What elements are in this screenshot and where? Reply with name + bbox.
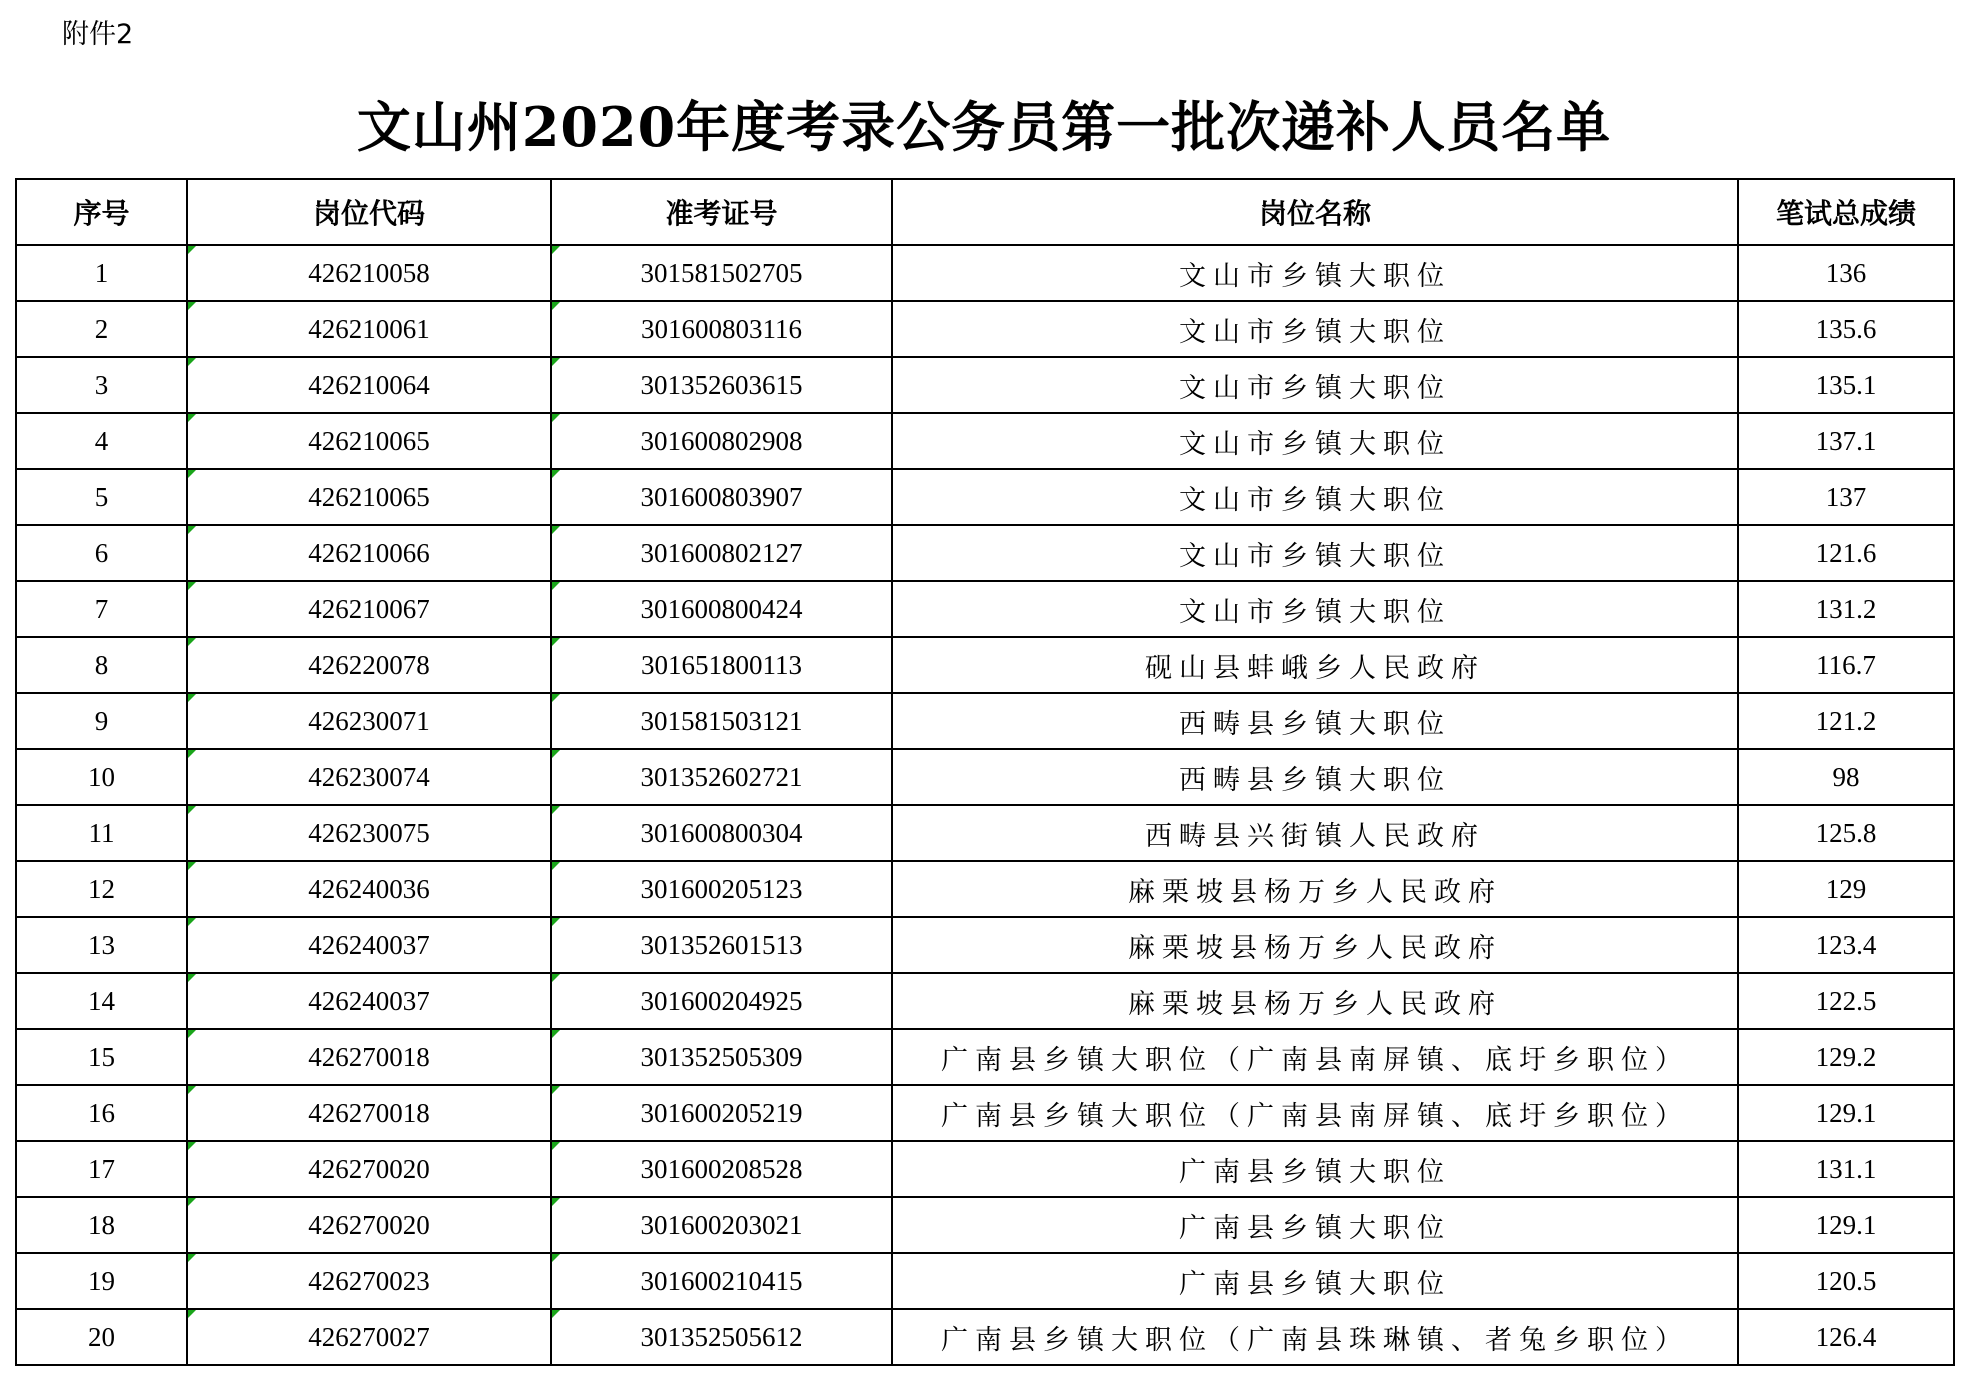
score-cell: 131.2 <box>1738 581 1954 637</box>
green-marker-icon <box>552 1142 560 1150</box>
green-marker-icon <box>552 526 560 534</box>
green-marker-icon <box>552 918 560 926</box>
seq-cell: 15 <box>16 1029 187 1085</box>
exam-id-cell: 301600803907 <box>551 469 892 525</box>
green-marker-icon <box>188 246 196 254</box>
score-cell: 125.8 <box>1738 805 1954 861</box>
score-cell: 137 <box>1738 469 1954 525</box>
table-row <box>16 1309 1954 1365</box>
exam-id-cell: 301651800113 <box>551 637 892 693</box>
table-row <box>16 1253 1954 1309</box>
post-code-cell: 426210065 <box>187 469 551 525</box>
exam-id-cell: 301600210415 <box>551 1253 892 1309</box>
score-cell: 120.5 <box>1738 1253 1954 1309</box>
table-row <box>16 693 1954 749</box>
exam-id-cell: 301600204925 <box>551 973 892 1029</box>
seq-cell: 19 <box>16 1253 187 1309</box>
seq-cell: 12 <box>16 861 187 917</box>
post-name-cell: 西畴县乡镇大职位 <box>892 749 1738 805</box>
green-marker-icon <box>552 750 560 758</box>
exam-id-cell: 301600205219 <box>551 1085 892 1141</box>
green-marker-icon <box>188 1142 196 1150</box>
score-cell: 136 <box>1738 245 1954 301</box>
green-marker-icon <box>188 1030 196 1038</box>
score-cell: 135.1 <box>1738 357 1954 413</box>
post-code-cell: 426210064 <box>187 357 551 413</box>
seq-cell: 1 <box>16 245 187 301</box>
post-name-cell: 文山市乡镇大职位 <box>892 245 1738 301</box>
exam-id-cell: 301581503121 <box>551 693 892 749</box>
score-cell: 129.1 <box>1738 1085 1954 1141</box>
post-name-cell: 麻栗坡县杨万乡人民政府 <box>892 917 1738 973</box>
post-code-cell: 426220078 <box>187 637 551 693</box>
green-marker-icon <box>552 806 560 814</box>
post-code-cell: 426230075 <box>187 805 551 861</box>
exam-id-cell: 301352505612 <box>551 1309 892 1365</box>
green-marker-icon <box>552 1030 560 1038</box>
post-name-cell: 文山市乡镇大职位 <box>892 413 1738 469</box>
green-marker-icon <box>552 358 560 366</box>
exam-id-cell: 301600208528 <box>551 1141 892 1197</box>
table-row <box>16 861 1954 917</box>
document-title: 文山州2020年度考录公务员第一批次递补人员名单 <box>356 95 1612 159</box>
post-code-cell: 426230071 <box>187 693 551 749</box>
table-row <box>16 917 1954 973</box>
post-name-cell: 广南县乡镇大职位（广南县南屏镇、底圩乡职位） <box>892 1085 1738 1141</box>
green-marker-icon <box>552 1198 560 1206</box>
score-cell: 131.1 <box>1738 1141 1954 1197</box>
table-row <box>16 413 1954 469</box>
post-name-cell: 麻栗坡县杨万乡人民政府 <box>892 861 1738 917</box>
green-marker-icon <box>552 246 560 254</box>
post-code-cell: 426270018 <box>187 1029 551 1085</box>
score-cell: 129.2 <box>1738 1029 1954 1085</box>
table-row <box>16 245 1954 301</box>
post-name-cell: 砚山县蚌峨乡人民政府 <box>892 637 1738 693</box>
green-marker-icon <box>188 1086 196 1094</box>
seq-cell: 16 <box>16 1085 187 1141</box>
score-cell: 137.1 <box>1738 413 1954 469</box>
seq-cell: 13 <box>16 917 187 973</box>
table-row <box>16 1085 1954 1141</box>
table-row <box>16 1141 1954 1197</box>
seq-cell: 2 <box>16 301 187 357</box>
green-marker-icon <box>188 638 196 646</box>
seq-cell: 9 <box>16 693 187 749</box>
post-name-cell: 西畴县兴街镇人民政府 <box>892 805 1738 861</box>
seq-cell: 6 <box>16 525 187 581</box>
green-marker-icon <box>188 1310 196 1318</box>
green-marker-icon <box>552 1254 560 1262</box>
table-row <box>16 805 1954 861</box>
table-row <box>16 1197 1954 1253</box>
post-name-cell: 麻栗坡县杨万乡人民政府 <box>892 973 1738 1029</box>
seq-cell: 5 <box>16 469 187 525</box>
post-name-cell: 文山市乡镇大职位 <box>892 301 1738 357</box>
table-row <box>16 469 1954 525</box>
exam-id-cell: 301600800424 <box>551 581 892 637</box>
post-code-cell: 426210061 <box>187 301 551 357</box>
table-row <box>16 1029 1954 1085</box>
score-cell: 121.2 <box>1738 693 1954 749</box>
green-marker-icon <box>188 806 196 814</box>
seq-cell: 17 <box>16 1141 187 1197</box>
green-marker-icon <box>552 638 560 646</box>
post-code-cell: 426270023 <box>187 1253 551 1309</box>
green-marker-icon <box>552 470 560 478</box>
table-row <box>16 301 1954 357</box>
green-marker-icon <box>552 862 560 870</box>
post-code-cell: 426270020 <box>187 1197 551 1253</box>
exam-id-cell: 301352602721 <box>551 749 892 805</box>
post-code-cell: 426270018 <box>187 1085 551 1141</box>
green-marker-icon <box>188 470 196 478</box>
post-name-cell: 文山市乡镇大职位 <box>892 357 1738 413</box>
green-marker-icon <box>188 302 196 310</box>
seq-cell: 11 <box>16 805 187 861</box>
green-marker-icon <box>188 918 196 926</box>
green-marker-icon <box>188 1254 196 1262</box>
table-body <box>16 245 1954 1365</box>
post-code-cell: 426270020 <box>187 1141 551 1197</box>
exam-id-cell: 301600803116 <box>551 301 892 357</box>
seq-cell: 8 <box>16 637 187 693</box>
header-post-code: 岗位代码 <box>187 179 551 245</box>
post-code-cell: 426270027 <box>187 1309 551 1365</box>
header-exam-id: 准考证号 <box>551 179 892 245</box>
seq-cell: 20 <box>16 1309 187 1365</box>
exam-id-cell: 301352601513 <box>551 917 892 973</box>
exam-id-cell: 301600205123 <box>551 861 892 917</box>
green-marker-icon <box>552 414 560 422</box>
green-marker-icon <box>552 1086 560 1094</box>
post-code-cell: 426210067 <box>187 581 551 637</box>
score-cell: 129 <box>1738 861 1954 917</box>
exam-id-cell: 301600802908 <box>551 413 892 469</box>
post-name-cell: 文山市乡镇大职位 <box>892 525 1738 581</box>
score-cell: 116.7 <box>1738 637 1954 693</box>
green-marker-icon <box>188 1198 196 1206</box>
green-marker-icon <box>552 582 560 590</box>
score-cell: 122.5 <box>1738 973 1954 1029</box>
score-cell: 123.4 <box>1738 917 1954 973</box>
post-name-cell: 广南县乡镇大职位（广南县珠琳镇、者兔乡职位） <box>892 1309 1738 1365</box>
exam-id-cell: 301352603615 <box>551 357 892 413</box>
green-marker-icon <box>552 302 560 310</box>
green-marker-icon <box>188 974 196 982</box>
seq-cell: 3 <box>16 357 187 413</box>
post-name-cell: 西畴县乡镇大职位 <box>892 693 1738 749</box>
table-row <box>16 637 1954 693</box>
post-name-cell: 广南县乡镇大职位 <box>892 1197 1738 1253</box>
seq-cell: 14 <box>16 973 187 1029</box>
table-row <box>16 749 1954 805</box>
supplement-roster-table <box>15 178 1955 1366</box>
green-marker-icon <box>552 1310 560 1318</box>
post-code-cell: 426240037 <box>187 973 551 1029</box>
post-name-cell: 广南县乡镇大职位（广南县南屏镇、底圩乡职位） <box>892 1029 1738 1085</box>
post-code-cell: 426240036 <box>187 861 551 917</box>
post-name-cell: 文山市乡镇大职位 <box>892 469 1738 525</box>
seq-cell: 7 <box>16 581 187 637</box>
seq-cell: 18 <box>16 1197 187 1253</box>
green-marker-icon <box>188 526 196 534</box>
table-row <box>16 581 1954 637</box>
header-score: 笔试总成绩 <box>1738 179 1954 245</box>
green-marker-icon <box>552 974 560 982</box>
seq-cell: 4 <box>16 413 187 469</box>
table-row <box>16 357 1954 413</box>
post-code-cell: 426210058 <box>187 245 551 301</box>
post-code-cell: 426230074 <box>187 749 551 805</box>
post-name-cell: 广南县乡镇大职位 <box>892 1253 1738 1309</box>
exam-id-cell: 301581502705 <box>551 245 892 301</box>
green-marker-icon <box>188 750 196 758</box>
green-marker-icon <box>188 414 196 422</box>
exam-id-cell: 301352505309 <box>551 1029 892 1085</box>
green-marker-icon <box>552 694 560 702</box>
green-marker-icon <box>188 358 196 366</box>
table-row <box>16 973 1954 1029</box>
score-cell: 98 <box>1738 749 1954 805</box>
exam-id-cell: 301600800304 <box>551 805 892 861</box>
header-seq: 序号 <box>16 179 187 245</box>
post-name-cell: 文山市乡镇大职位 <box>892 581 1738 637</box>
header-post-name: 岗位名称 <box>892 179 1738 245</box>
score-cell: 126.4 <box>1738 1309 1954 1365</box>
green-marker-icon <box>188 582 196 590</box>
table-row <box>16 525 1954 581</box>
seq-cell: 10 <box>16 749 187 805</box>
header-row <box>16 179 1954 245</box>
green-marker-icon <box>188 862 196 870</box>
score-cell: 135.6 <box>1738 301 1954 357</box>
score-cell: 129.1 <box>1738 1197 1954 1253</box>
exam-id-cell: 301600203021 <box>551 1197 892 1253</box>
attachment-label: 附件2 <box>62 19 134 50</box>
post-code-cell: 426240037 <box>187 917 551 973</box>
post-name-cell: 广南县乡镇大职位 <box>892 1141 1738 1197</box>
post-code-cell: 426210066 <box>187 525 551 581</box>
score-cell: 121.6 <box>1738 525 1954 581</box>
green-marker-icon <box>188 694 196 702</box>
exam-id-cell: 301600802127 <box>551 525 892 581</box>
post-code-cell: 426210065 <box>187 413 551 469</box>
